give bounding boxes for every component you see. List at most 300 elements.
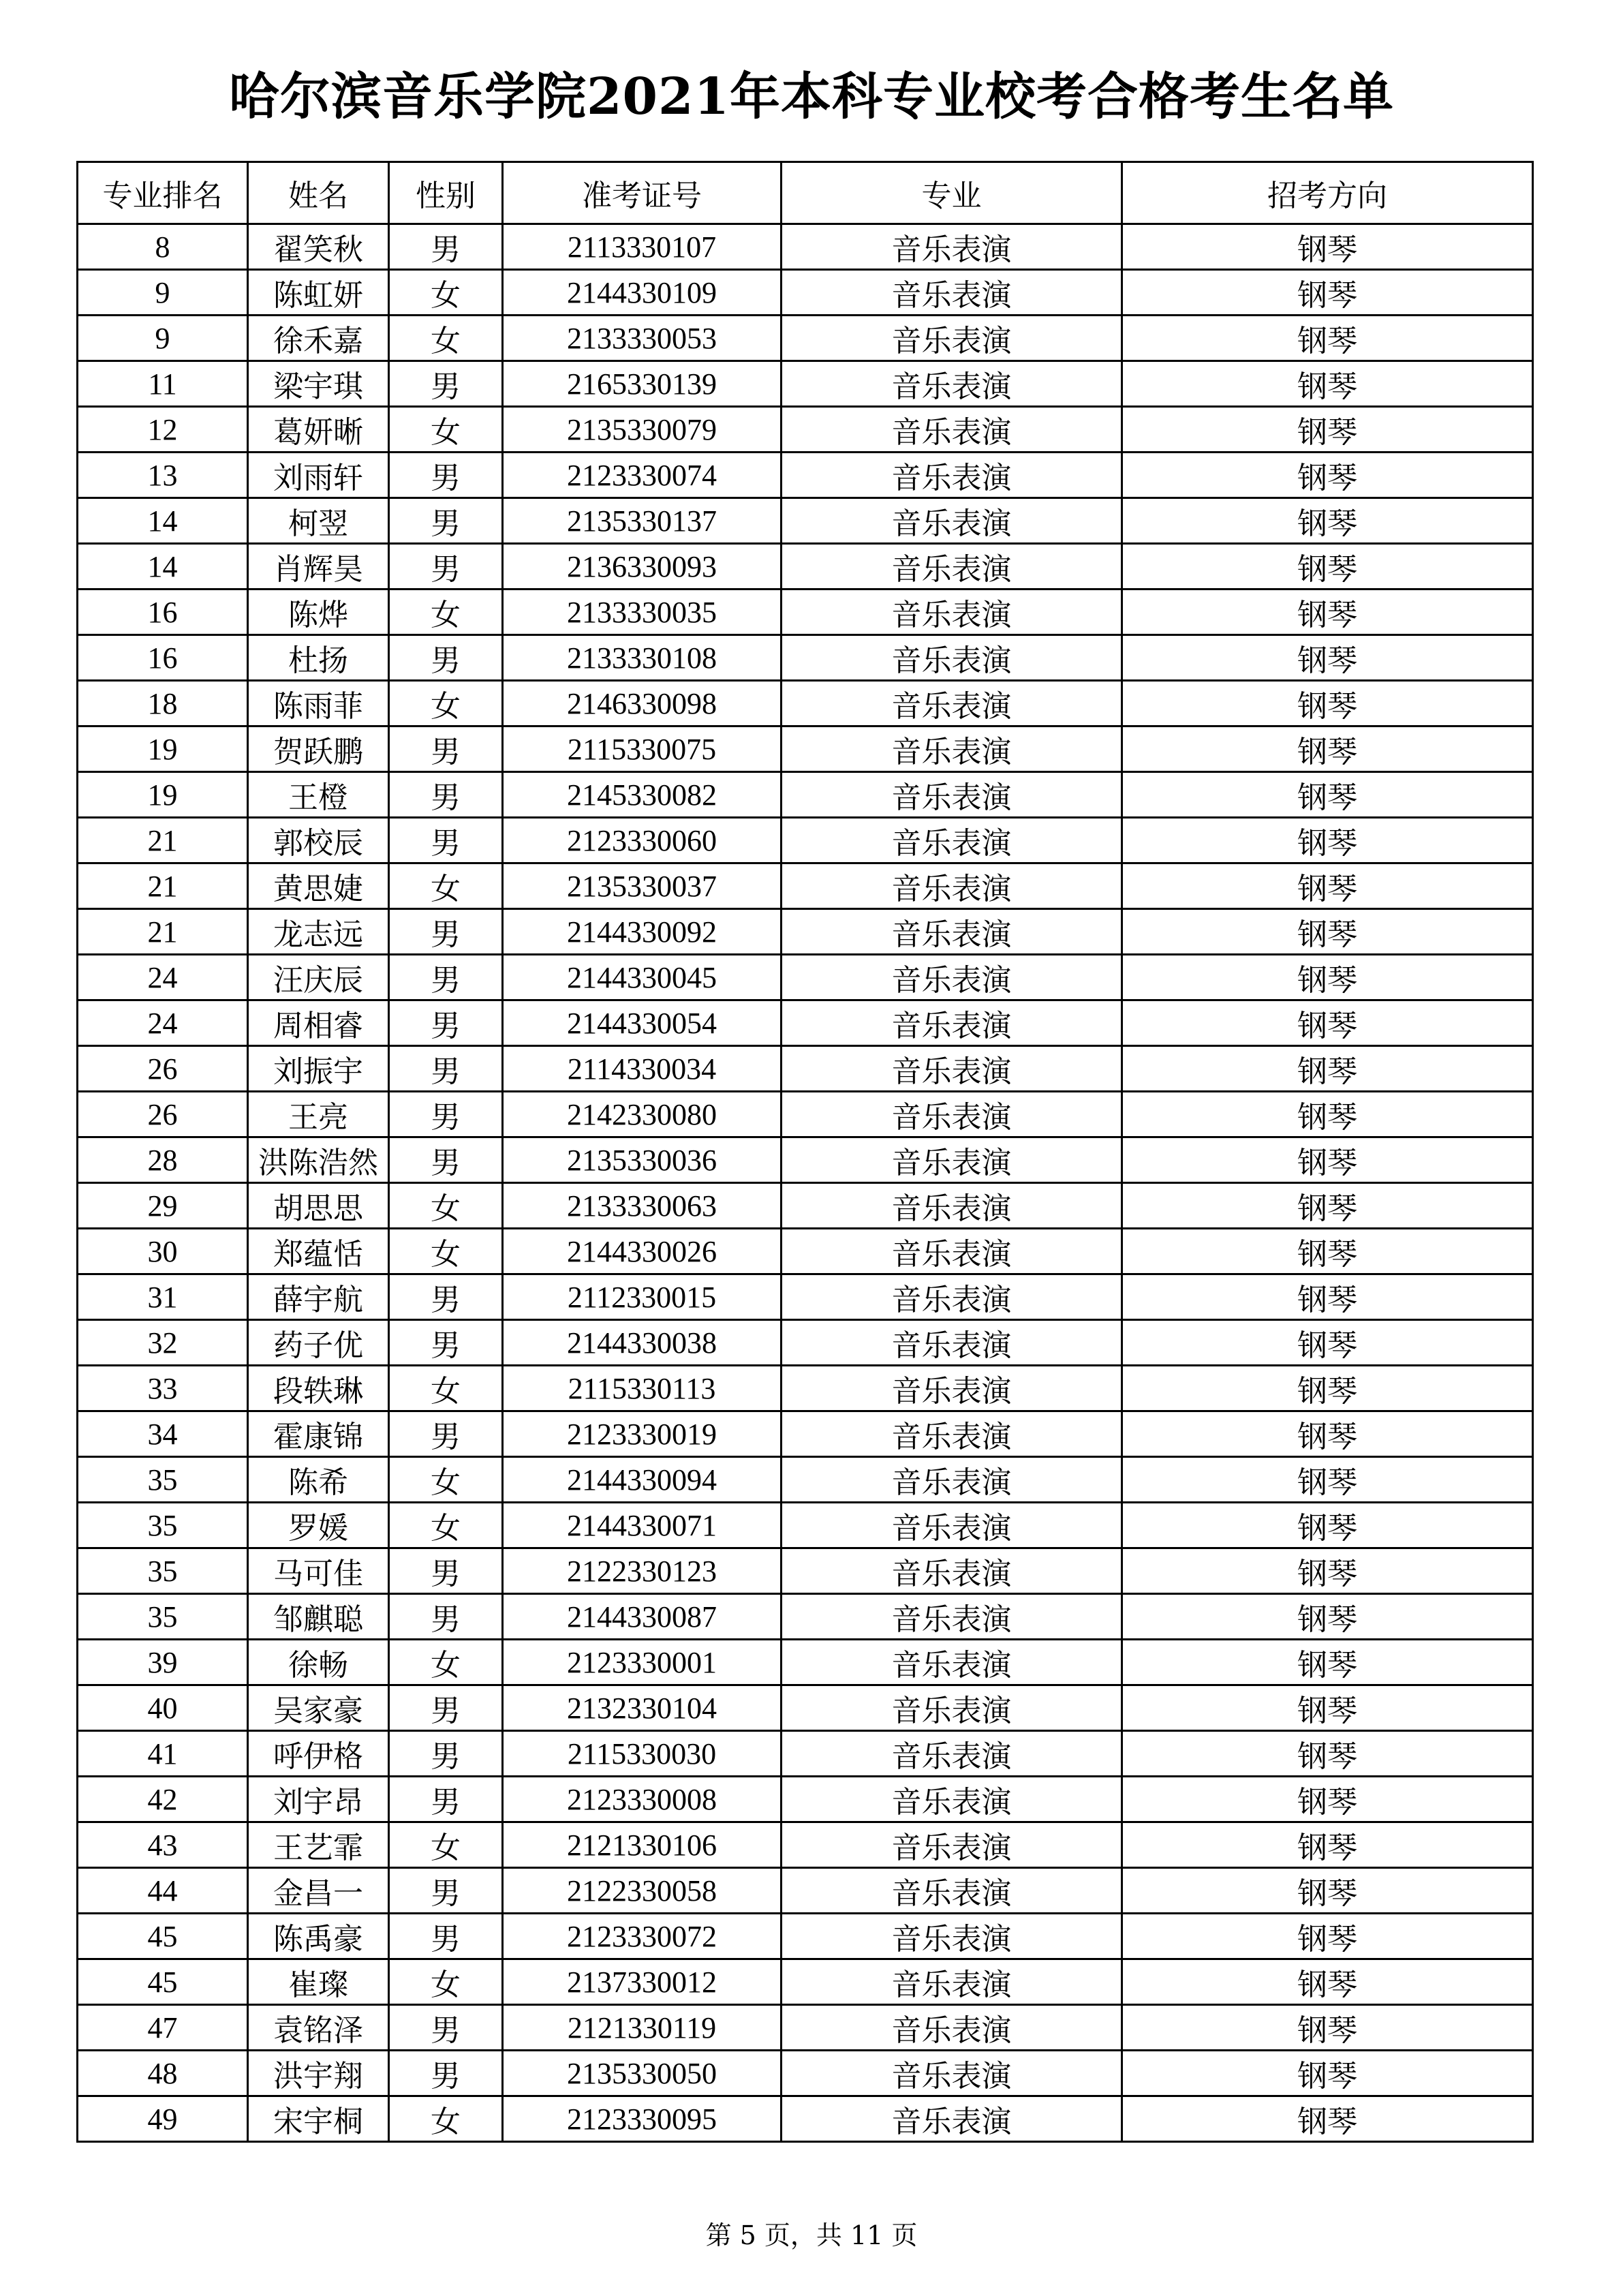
cell-name: 葛妍晰 (248, 407, 389, 453)
cell-rank: 35 (78, 1457, 248, 1503)
cell-rank: 39 (78, 1640, 248, 1685)
header-rank: 专业排名 (78, 162, 248, 224)
cell-gender: 女 (389, 1959, 503, 2005)
cell-exam-id: 2115330113 (503, 1366, 782, 1411)
table-row (78, 1777, 1533, 1822)
cell-major: 音乐表演 (782, 2096, 1122, 2142)
cell-name: 段轶琳 (248, 1366, 389, 1411)
cell-name: 吴家豪 (248, 1685, 389, 1731)
table-row (78, 1274, 1533, 1320)
table-row (78, 1731, 1533, 1777)
cell-name: 马可佳 (248, 1548, 389, 1594)
cell-major: 音乐表演 (782, 590, 1122, 635)
cell-direction: 钢琴 (1122, 2051, 1533, 2096)
table-row (78, 1320, 1533, 1366)
cell-exam-id: 2133330063 (503, 1183, 782, 1229)
cell-rank: 16 (78, 635, 248, 681)
cell-major: 音乐表演 (782, 1183, 1122, 1229)
cell-exam-id: 2144330094 (503, 1457, 782, 1503)
cell-rank: 26 (78, 1046, 248, 1092)
cell-name: 肖辉昊 (248, 544, 389, 590)
cell-name: 袁铭泽 (248, 2005, 389, 2051)
cell-gender: 女 (389, 1822, 503, 1868)
cell-major: 音乐表演 (782, 1777, 1122, 1822)
cell-rank: 21 (78, 863, 248, 909)
cell-exam-id: 2113330107 (503, 224, 782, 270)
cell-major: 音乐表演 (782, 909, 1122, 955)
cell-rank: 47 (78, 2005, 248, 2051)
cell-major: 音乐表演 (782, 726, 1122, 772)
cell-rank: 21 (78, 909, 248, 955)
cell-direction: 钢琴 (1122, 544, 1533, 590)
cell-rank: 19 (78, 772, 248, 818)
cell-major: 音乐表演 (782, 1914, 1122, 1959)
cell-gender: 女 (389, 1366, 503, 1411)
table-body (78, 224, 1533, 2142)
cell-gender: 男 (389, 1594, 503, 1640)
cell-direction: 钢琴 (1122, 1959, 1533, 2005)
cell-exam-id: 2123330074 (503, 453, 782, 498)
cell-direction: 钢琴 (1122, 681, 1533, 726)
candidate-table (76, 161, 1534, 2143)
cell-exam-id: 2133330053 (503, 316, 782, 361)
cell-name: 汪庆辰 (248, 955, 389, 1000)
table-row (78, 1503, 1533, 1548)
cell-name: 徐畅 (248, 1640, 389, 1685)
cell-major: 音乐表演 (782, 1457, 1122, 1503)
cell-direction: 钢琴 (1122, 453, 1533, 498)
cell-major: 音乐表演 (782, 1137, 1122, 1183)
cell-gender: 女 (389, 590, 503, 635)
cell-exam-id: 2133330108 (503, 635, 782, 681)
cell-gender: 男 (389, 726, 503, 772)
table-row (78, 1229, 1533, 1274)
cell-rank: 29 (78, 1183, 248, 1229)
cell-exam-id: 2144330087 (503, 1594, 782, 1640)
cell-rank: 11 (78, 361, 248, 407)
cell-direction: 钢琴 (1122, 1503, 1533, 1548)
cell-exam-id: 2123330072 (503, 1914, 782, 1959)
table-row (78, 772, 1533, 818)
cell-exam-id: 2112330015 (503, 1274, 782, 1320)
cell-gender: 女 (389, 316, 503, 361)
cell-exam-id: 2123330008 (503, 1777, 782, 1822)
cell-direction: 钢琴 (1122, 1914, 1533, 1959)
table-row (78, 544, 1533, 590)
table-row (78, 407, 1533, 453)
cell-direction: 钢琴 (1122, 1411, 1533, 1457)
cell-direction: 钢琴 (1122, 224, 1533, 270)
cell-exam-id: 2123330095 (503, 2096, 782, 2142)
table-row (78, 590, 1533, 635)
cell-name: 药子优 (248, 1320, 389, 1366)
cell-rank: 28 (78, 1137, 248, 1183)
cell-rank: 44 (78, 1868, 248, 1914)
cell-name: 贺跃鹏 (248, 726, 389, 772)
table-row (78, 453, 1533, 498)
cell-major: 音乐表演 (782, 498, 1122, 544)
cell-rank: 16 (78, 590, 248, 635)
table-row (78, 1640, 1533, 1685)
table-row (78, 2096, 1533, 2142)
cell-major: 音乐表演 (782, 1046, 1122, 1092)
cell-rank: 14 (78, 498, 248, 544)
cell-exam-id: 2121330106 (503, 1822, 782, 1868)
cell-name: 王橙 (248, 772, 389, 818)
cell-gender: 男 (389, 498, 503, 544)
cell-name: 薛宇航 (248, 1274, 389, 1320)
cell-rank: 35 (78, 1594, 248, 1640)
cell-direction: 钢琴 (1122, 1183, 1533, 1229)
cell-rank: 40 (78, 1685, 248, 1731)
cell-major: 音乐表演 (782, 361, 1122, 407)
cell-major: 音乐表演 (782, 1594, 1122, 1640)
cell-gender: 男 (389, 909, 503, 955)
table-row (78, 316, 1533, 361)
cell-rank: 35 (78, 1503, 248, 1548)
cell-gender: 男 (389, 1914, 503, 1959)
cell-major: 音乐表演 (782, 863, 1122, 909)
cell-name: 周相睿 (248, 1000, 389, 1046)
cell-rank: 26 (78, 1092, 248, 1137)
cell-gender: 男 (389, 772, 503, 818)
table-row (78, 1411, 1533, 1457)
table-row (78, 1366, 1533, 1411)
cell-name: 柯翌 (248, 498, 389, 544)
cell-direction: 钢琴 (1122, 407, 1533, 453)
cell-name: 霍康锦 (248, 1411, 389, 1457)
table-row (78, 1000, 1533, 1046)
cell-name: 陈烨 (248, 590, 389, 635)
cell-gender: 男 (389, 1137, 503, 1183)
table-row (78, 681, 1533, 726)
cell-gender: 女 (389, 407, 503, 453)
cell-major: 音乐表演 (782, 1366, 1122, 1411)
cell-gender: 男 (389, 224, 503, 270)
cell-exam-id: 2144330071 (503, 1503, 782, 1548)
cell-gender: 女 (389, 863, 503, 909)
cell-exam-id: 2123330001 (503, 1640, 782, 1685)
cell-gender: 男 (389, 818, 503, 863)
cell-exam-id: 2144330109 (503, 270, 782, 316)
cell-major: 音乐表演 (782, 772, 1122, 818)
table-row (78, 1046, 1533, 1092)
cell-direction: 钢琴 (1122, 2096, 1533, 2142)
cell-gender: 男 (389, 1685, 503, 1731)
cell-exam-id: 2144330026 (503, 1229, 782, 1274)
cell-name: 陈雨菲 (248, 681, 389, 726)
cell-major: 音乐表演 (782, 1092, 1122, 1137)
cell-direction: 钢琴 (1122, 726, 1533, 772)
table-row (78, 863, 1533, 909)
table-row (78, 224, 1533, 270)
cell-name: 黄思婕 (248, 863, 389, 909)
cell-rank: 30 (78, 1229, 248, 1274)
cell-exam-id: 2165330139 (503, 361, 782, 407)
cell-gender: 男 (389, 361, 503, 407)
cell-gender: 男 (389, 1000, 503, 1046)
cell-direction: 钢琴 (1122, 1640, 1533, 1685)
cell-gender: 男 (389, 544, 503, 590)
table-row (78, 1183, 1533, 1229)
table-row (78, 1685, 1533, 1731)
cell-rank: 19 (78, 726, 248, 772)
cell-direction: 钢琴 (1122, 1046, 1533, 1092)
cell-direction: 钢琴 (1122, 1685, 1533, 1731)
cell-rank: 24 (78, 1000, 248, 1046)
cell-gender: 男 (389, 1777, 503, 1822)
table-row (78, 270, 1533, 316)
cell-rank: 24 (78, 955, 248, 1000)
cell-name: 王亮 (248, 1092, 389, 1137)
cell-rank: 43 (78, 1822, 248, 1868)
cell-exam-id: 2121330119 (503, 2005, 782, 2051)
cell-major: 音乐表演 (782, 1503, 1122, 1548)
cell-direction: 钢琴 (1122, 361, 1533, 407)
cell-name: 龙志远 (248, 909, 389, 955)
header-name: 姓名 (248, 162, 389, 224)
cell-major: 音乐表演 (782, 1229, 1122, 1274)
cell-exam-id: 2144330054 (503, 1000, 782, 1046)
cell-name: 陈希 (248, 1457, 389, 1503)
cell-name: 洪宇翔 (248, 2051, 389, 2096)
cell-name: 杜扬 (248, 635, 389, 681)
cell-exam-id: 2135330050 (503, 2051, 782, 2096)
cell-gender: 女 (389, 681, 503, 726)
cell-exam-id: 2114330034 (503, 1046, 782, 1092)
cell-direction: 钢琴 (1122, 1457, 1533, 1503)
cell-exam-id: 2132330104 (503, 1685, 782, 1731)
cell-exam-id: 2123330019 (503, 1411, 782, 1457)
cell-direction: 钢琴 (1122, 863, 1533, 909)
cell-name: 王艺霏 (248, 1822, 389, 1868)
cell-direction: 钢琴 (1122, 1548, 1533, 1594)
cell-major: 音乐表演 (782, 1959, 1122, 2005)
cell-direction: 钢琴 (1122, 818, 1533, 863)
cell-name: 郭校辰 (248, 818, 389, 863)
cell-rank: 49 (78, 2096, 248, 2142)
cell-major: 音乐表演 (782, 316, 1122, 361)
cell-major: 音乐表演 (782, 453, 1122, 498)
cell-gender: 男 (389, 1411, 503, 1457)
cell-rank: 14 (78, 544, 248, 590)
cell-exam-id: 2122330058 (503, 1868, 782, 1914)
cell-exam-id: 2135330037 (503, 863, 782, 909)
cell-exam-id: 2146330098 (503, 681, 782, 726)
cell-gender: 女 (389, 1229, 503, 1274)
cell-direction: 钢琴 (1122, 955, 1533, 1000)
cell-exam-id: 2115330030 (503, 1731, 782, 1777)
cell-gender: 男 (389, 453, 503, 498)
table-row (78, 1548, 1533, 1594)
cell-name: 邹麒聪 (248, 1594, 389, 1640)
page-title: 哈尔滨音乐学院2021年本科专业校考合格考生名单 (229, 67, 1394, 126)
table-row (78, 955, 1533, 1000)
cell-major: 音乐表演 (782, 2005, 1122, 2051)
table-row (78, 1092, 1533, 1137)
cell-exam-id: 2133330035 (503, 590, 782, 635)
cell-gender: 女 (389, 1640, 503, 1685)
cell-gender: 男 (389, 1274, 503, 1320)
cell-major: 音乐表演 (782, 1868, 1122, 1914)
table-header-row (78, 162, 1533, 224)
cell-major: 音乐表演 (782, 1731, 1122, 1777)
table-row (78, 1868, 1533, 1914)
cell-exam-id: 2135330079 (503, 407, 782, 453)
cell-direction: 钢琴 (1122, 1000, 1533, 1046)
cell-gender: 男 (389, 635, 503, 681)
cell-name: 胡思思 (248, 1183, 389, 1229)
cell-name: 罗媛 (248, 1503, 389, 1548)
cell-major: 音乐表演 (782, 224, 1122, 270)
cell-direction: 钢琴 (1122, 1229, 1533, 1274)
cell-exam-id: 2137330012 (503, 1959, 782, 2005)
cell-exam-id: 2122330123 (503, 1548, 782, 1594)
cell-name: 陈虹妍 (248, 270, 389, 316)
cell-exam-id: 2135330036 (503, 1137, 782, 1183)
cell-gender: 女 (389, 1503, 503, 1548)
cell-name: 宋宇桐 (248, 2096, 389, 2142)
cell-rank: 8 (78, 224, 248, 270)
cell-rank: 32 (78, 1320, 248, 1366)
cell-name: 刘振宇 (248, 1046, 389, 1092)
cell-direction: 钢琴 (1122, 1777, 1533, 1822)
header-gender: 性别 (389, 162, 503, 224)
table-row (78, 498, 1533, 544)
cell-direction: 钢琴 (1122, 498, 1533, 544)
cell-name: 刘雨轩 (248, 453, 389, 498)
cell-name: 郑蕴恬 (248, 1229, 389, 1274)
cell-major: 音乐表演 (782, 681, 1122, 726)
cell-direction: 钢琴 (1122, 1366, 1533, 1411)
cell-gender: 男 (389, 1046, 503, 1092)
cell-major: 音乐表演 (782, 635, 1122, 681)
cell-major: 音乐表演 (782, 1274, 1122, 1320)
table-row (78, 635, 1533, 681)
cell-rank: 48 (78, 2051, 248, 2096)
cell-exam-id: 2144330092 (503, 909, 782, 955)
cell-exam-id: 2145330082 (503, 772, 782, 818)
cell-exam-id: 2142330080 (503, 1092, 782, 1137)
cell-rank: 33 (78, 1366, 248, 1411)
cell-direction: 钢琴 (1122, 590, 1533, 635)
table-row (78, 1822, 1533, 1868)
cell-rank: 21 (78, 818, 248, 863)
cell-name: 洪陈浩然 (248, 1137, 389, 1183)
cell-direction: 钢琴 (1122, 635, 1533, 681)
cell-gender: 男 (389, 1731, 503, 1777)
cell-major: 音乐表演 (782, 1000, 1122, 1046)
cell-rank: 13 (78, 453, 248, 498)
table-row (78, 909, 1533, 955)
cell-exam-id: 2144330045 (503, 955, 782, 1000)
header-exam-id: 准考证号 (503, 162, 782, 224)
cell-direction: 钢琴 (1122, 270, 1533, 316)
cell-direction: 钢琴 (1122, 2005, 1533, 2051)
cell-rank: 12 (78, 407, 248, 453)
cell-name: 陈禹豪 (248, 1914, 389, 1959)
cell-direction: 钢琴 (1122, 1274, 1533, 1320)
cell-major: 音乐表演 (782, 818, 1122, 863)
header-direction: 招考方向 (1122, 162, 1533, 224)
cell-gender: 女 (389, 2096, 503, 2142)
cell-gender: 男 (389, 955, 503, 1000)
cell-rank: 31 (78, 1274, 248, 1320)
table-row (78, 2005, 1533, 2051)
cell-direction: 钢琴 (1122, 909, 1533, 955)
cell-major: 音乐表演 (782, 1822, 1122, 1868)
cell-name: 金昌一 (248, 1868, 389, 1914)
cell-direction: 钢琴 (1122, 1822, 1533, 1868)
cell-major: 音乐表演 (782, 407, 1122, 453)
cell-rank: 18 (78, 681, 248, 726)
cell-rank: 41 (78, 1731, 248, 1777)
cell-exam-id: 2136330093 (503, 544, 782, 590)
cell-name: 崔璨 (248, 1959, 389, 2005)
cell-name: 刘宇昂 (248, 1777, 389, 1822)
cell-gender: 男 (389, 1548, 503, 1594)
cell-direction: 钢琴 (1122, 1731, 1533, 1777)
cell-major: 音乐表演 (782, 1548, 1122, 1594)
table-row (78, 1594, 1533, 1640)
cell-name: 梁宇琪 (248, 361, 389, 407)
cell-rank: 34 (78, 1411, 248, 1457)
cell-name: 呼伊格 (248, 1731, 389, 1777)
cell-gender: 男 (389, 1320, 503, 1366)
cell-exam-id: 2135330137 (503, 498, 782, 544)
cell-exam-id: 2123330060 (503, 818, 782, 863)
cell-major: 音乐表演 (782, 2051, 1122, 2096)
cell-rank: 45 (78, 1959, 248, 2005)
table-row (78, 726, 1533, 772)
cell-direction: 钢琴 (1122, 772, 1533, 818)
cell-exam-id: 2115330075 (503, 726, 782, 772)
cell-major: 音乐表演 (782, 1320, 1122, 1366)
cell-gender: 男 (389, 1092, 503, 1137)
cell-exam-id: 2144330038 (503, 1320, 782, 1366)
cell-major: 音乐表演 (782, 955, 1122, 1000)
cell-rank: 35 (78, 1548, 248, 1594)
cell-direction: 钢琴 (1122, 1320, 1533, 1366)
table-row (78, 1959, 1533, 2005)
table-row (78, 1914, 1533, 1959)
cell-gender: 男 (389, 2051, 503, 2096)
cell-gender: 男 (389, 2005, 503, 2051)
table-row (78, 361, 1533, 407)
cell-rank: 45 (78, 1914, 248, 1959)
cell-name: 徐禾嘉 (248, 316, 389, 361)
cell-rank: 9 (78, 316, 248, 361)
cell-gender: 男 (389, 1868, 503, 1914)
cell-gender: 女 (389, 1183, 503, 1229)
page-footer: 第 5 页，共 11 页 (705, 2220, 918, 2250)
cell-major: 音乐表演 (782, 544, 1122, 590)
cell-gender: 女 (389, 270, 503, 316)
cell-direction: 钢琴 (1122, 1868, 1533, 1914)
table-row (78, 2051, 1533, 2096)
table-row (78, 1137, 1533, 1183)
table-row (78, 1457, 1533, 1503)
cell-rank: 9 (78, 270, 248, 316)
cell-gender: 女 (389, 1457, 503, 1503)
cell-direction: 钢琴 (1122, 1137, 1533, 1183)
cell-major: 音乐表演 (782, 1640, 1122, 1685)
header-major: 专业 (782, 162, 1122, 224)
cell-major: 音乐表演 (782, 1685, 1122, 1731)
cell-direction: 钢琴 (1122, 1594, 1533, 1640)
cell-name: 翟笑秋 (248, 224, 389, 270)
cell-rank: 42 (78, 1777, 248, 1822)
